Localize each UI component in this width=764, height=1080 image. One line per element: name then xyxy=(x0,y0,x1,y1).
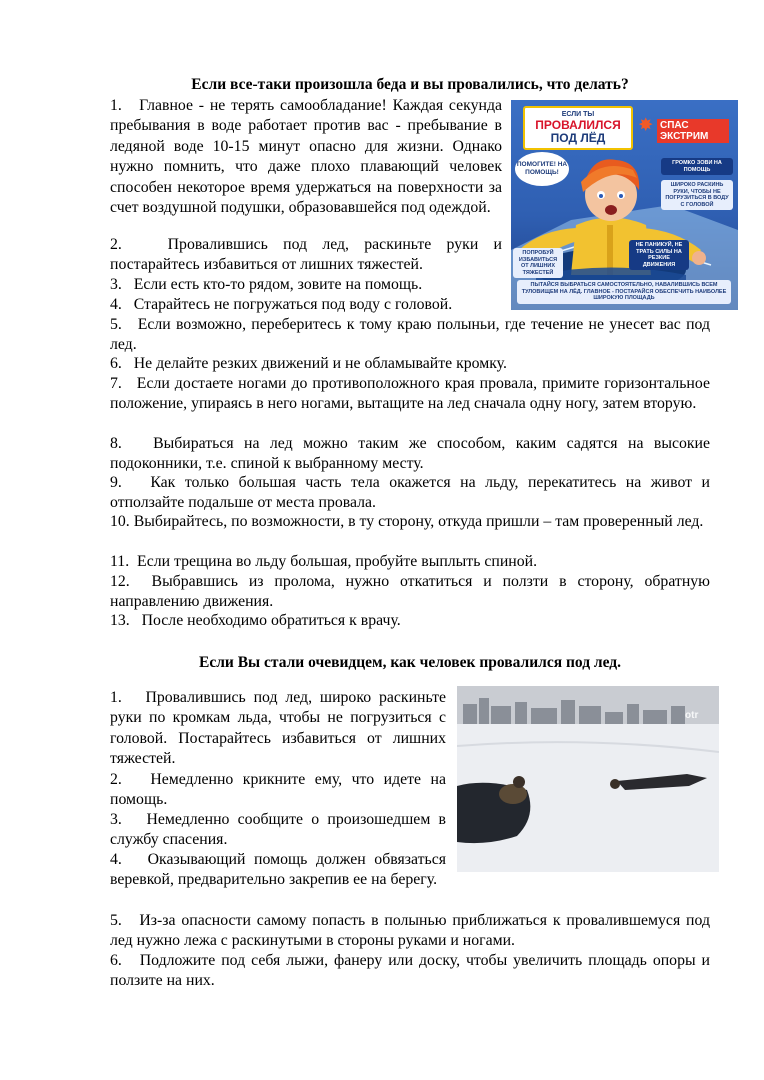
list-item: 3. Если есть кто-то рядом, зовите на помощь. xyxy=(110,276,423,293)
poster-tip-arms: ШИРОКО РАСКИНЬ РУКИ, ЧТОБЫ НЕ ПОГРУЗИТЬСЯ В ВОДУ С ГОЛОВОЙ xyxy=(661,180,733,210)
poster-logo xyxy=(639,116,729,144)
poster-tip-panic: НЕ ПАНИКУЙ, НЕ ТРАТЬ СИЛЫ НА РЕЗКИЕ ДВИЖЕНИЯ xyxy=(629,240,689,270)
ice-safety-poster xyxy=(511,100,738,310)
poster-tip-bottom: ПЫТАЙСЯ ВЫБРАТЬСЯ САМОСТОЯТЕЛЬНО, НАВАЛИВШИСЬ ВСЕМ ТУЛОВИЩЕМ НА ЛЁД. ГЛАВНОЕ - ПОСТАРАЙСЯ ОБЕСПЕЧИТЬ НАИБОЛЕЕ ШИРОКУЮ ПЛОЩАДЬ xyxy=(517,280,731,304)
list-item: 11. Если трещина во льду большая, пробуйте выплыть спиной. xyxy=(110,553,538,570)
list-item: 1. Главное - не терять самообладание! Каждая секунда пребывания в воде работает против вас - пребывание в ледяной воде 10-15 минут опасно для жизни. Однако нужно помнить, что даже плохо плавающий человек способен некоторое время удержаться на поверхности за счет воздушной подушки, образовавшейся под одеждой. xyxy=(110,97,502,217)
list-item: 2. Провалившись под лед, раскиньте руки и постарайтесь избавиться от лишних тяжестей. xyxy=(110,236,502,274)
rescue-photo xyxy=(457,686,719,872)
star-icon: ✸ xyxy=(639,117,653,134)
list-item: 4. Оказывающий помощь должен обвязаться веревкой, предварительно закрепив ее на берегу. xyxy=(110,851,446,889)
list-item: 6. Не делайте резких движений и не обламывайте кромку. xyxy=(110,355,507,372)
list-item: 9. Как только большая часть тела окажется на льду, перекатитесь на живот и отползайте подальше от места провала. xyxy=(110,474,710,512)
photo-watermark: otr xyxy=(685,710,699,721)
list-item: 5. Из-за опасности самому попасть в полынью приближаться к провалившемуся под лед нужно лежа с раскинутыми в стороны руками и ногами. xyxy=(110,912,710,950)
list-item: 4. Старайтесь не погружаться под воду с головой. xyxy=(110,296,453,313)
poster-tip-rid: ПОПРОБУЙ ИЗБАВИТЬСЯ ОТ ЛИШНИХ ТЯЖЕСТЕЙ xyxy=(513,248,563,278)
section2-heading: Если Вы стали очевидцем, как человек провалился под лед. xyxy=(199,654,621,671)
poster-title-line1: ПРОВАЛИЛСЯ xyxy=(535,118,621,132)
poster-title xyxy=(523,106,633,150)
list-item: 12. Выбравшись из пролома, нужно откатиться и ползти в сторону, обратную направлению движения. xyxy=(110,573,710,611)
list-item: 6. Подложите под себя лыжи, фанеру или доску, чтобы увеличить площадь опоры и ползите на них. xyxy=(110,952,710,990)
rescue-photo-art xyxy=(457,686,719,872)
poster-title-small: ЕСЛИ ТЫ xyxy=(561,111,595,118)
poster-logo-text: СПАС ЭКСТРИМ xyxy=(657,119,729,143)
section1-heading: Если все-таки произошла беда и вы провалились, что делать? xyxy=(191,76,629,93)
list-item: 5. Если возможно, переберитесь к тому краю полыньи, где течение не унесет вас под лед. xyxy=(110,316,710,354)
poster-tip-shout: ГРОМКО ЗОВИ НА ПОМОЩЬ xyxy=(661,158,733,175)
list-item: 10. Выбирайтесь, по возможности, в ту сторону, откуда пришли – там проверенный лед. xyxy=(110,513,704,530)
list-item: 1. Провалившись под лед, широко раскиньте руки по кромкам льда, чтобы не погрузиться с головой. Постарайтесь избавиться от лишних тяжестей. xyxy=(110,689,446,768)
list-item: 8. Выбираться на лед можно таким же способом, каким садятся на высокие подоконники, т.е. спиной к выбранному месту. xyxy=(110,435,710,473)
speech-bubble: ПОМОГИТЕ! НА ПОМОЩЬ! xyxy=(515,152,569,186)
list-item: 13. После необходимо обратиться к врачу. xyxy=(110,612,401,629)
list-item: 2. Немедленно крикните ему, что идете на помощь. xyxy=(110,771,446,809)
poster-title-line2: ПОД ЛЁД xyxy=(550,131,606,145)
list-item: 3. Немедленно сообщите о произошедшем в службу спасения. xyxy=(110,811,446,849)
list-item: 7. Если достаете ногами до противоположного края провала, примите горизонтальное положение, упираясь в него ногами, вытащите на лед сначала одну ногу, затем вторую. xyxy=(110,375,710,413)
